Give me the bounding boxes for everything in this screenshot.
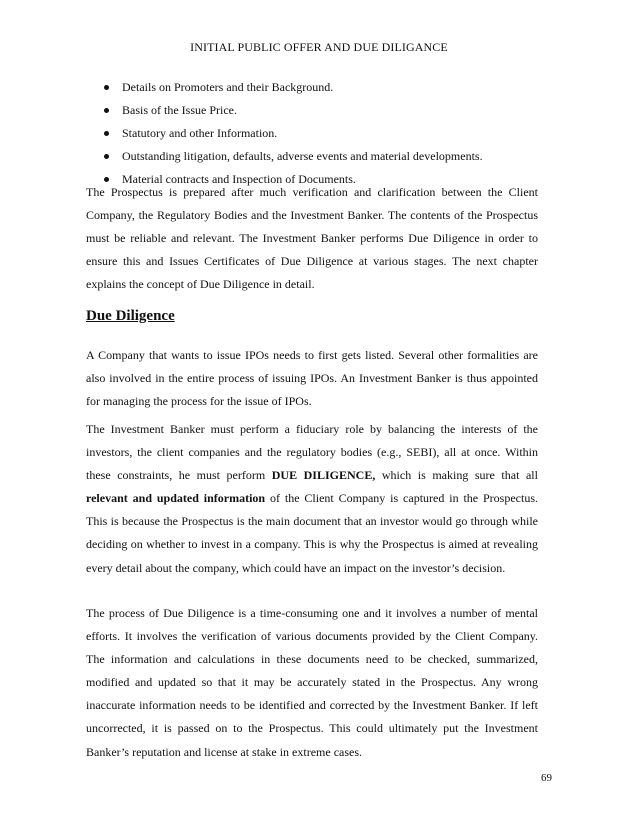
list-item: [86, 76, 556, 99]
intro-paragraph: The Prospectus is prepared after much verification and clarification between the Client Company, the Regulatory Bodies and the Investment Banker. The contents of the Prospectus must be reliable and relevant. The Investment Banker performs Due Diligence in order to ensure this and Issues Certificates of Due Diligence at various stages. The next chapter explains the concept of Due Diligence in detail.: [86, 185, 538, 292]
bullet-icon: [104, 108, 109, 113]
list-item: [86, 122, 556, 145]
list-item: [86, 145, 556, 168]
bullet-icon: [104, 131, 109, 136]
page-number: 69: [541, 772, 552, 784]
paragraph-3: The process of Due Diligence is a time-consuming one and it involves a number of mental efforts. It involves the verification of various documents provided by the Client Company. The information and calculations in these documents need to be checked, summarized, modified and updated so that it may be accurately stated in the Prospectus. Any wrong inaccurate information needs to be identified and corrected by the Investment Banker. If left uncorrected, it is passed on to the Prospectus. This could ultimately put the Investment Banker’s reputation and license at stake in extreme cases.: [86, 606, 538, 759]
bullet-list: [86, 76, 556, 191]
paragraph-1: A Company that wants to issue IPOs needs to first gets listed. Several other formalities are also involved in the entire process of issuing IPOs. An Investment Banker is thus appointed for managing the process for the issue of IPOs.: [86, 348, 538, 409]
list-item-text: Details on Promoters and their Background.: [122, 80, 334, 94]
page-header: INITIAL PUBLIC OFFER AND DUE DILIGANCE: [190, 40, 448, 54]
list-item-text: Basis of the Issue Price.: [122, 103, 237, 117]
bullet-icon: [104, 154, 109, 159]
section-heading: Due Diligence: [86, 308, 175, 324]
due-diligence-emphasis: DUE DILIGENCE,: [271, 468, 376, 483]
paragraph-2-text: The Investment Banker must perform a fiduciary role by balancing the interests of the investors, the client companies and the regulatory bodies (e.g., SEBI), all at once. Within these constraints, he must perform: [86, 422, 538, 483]
bullet-icon: [104, 85, 109, 90]
paragraph-2-text: which is making sure that all: [375, 468, 538, 483]
list-item-text: Material contracts and Inspection of Documents.: [122, 172, 356, 186]
list-item: [86, 99, 556, 122]
relevant-info-emphasis: relevant and updated information: [86, 491, 266, 506]
list-item-text: Statutory and other Information.: [122, 126, 278, 140]
list-item-text: Outstanding litigation, defaults, adverse events and material developments.: [122, 149, 483, 163]
paragraph-2-text: of the Client Company is captured in the Prospectus. This is because the Prospectus is the main document that an investor would go through while deciding on whether to invest in a company. This is why the Prospectus is aimed at revealing every detail about the company, which could have an impact on the investor’s decision.: [86, 491, 538, 575]
paragraph-2: [86, 418, 538, 580]
